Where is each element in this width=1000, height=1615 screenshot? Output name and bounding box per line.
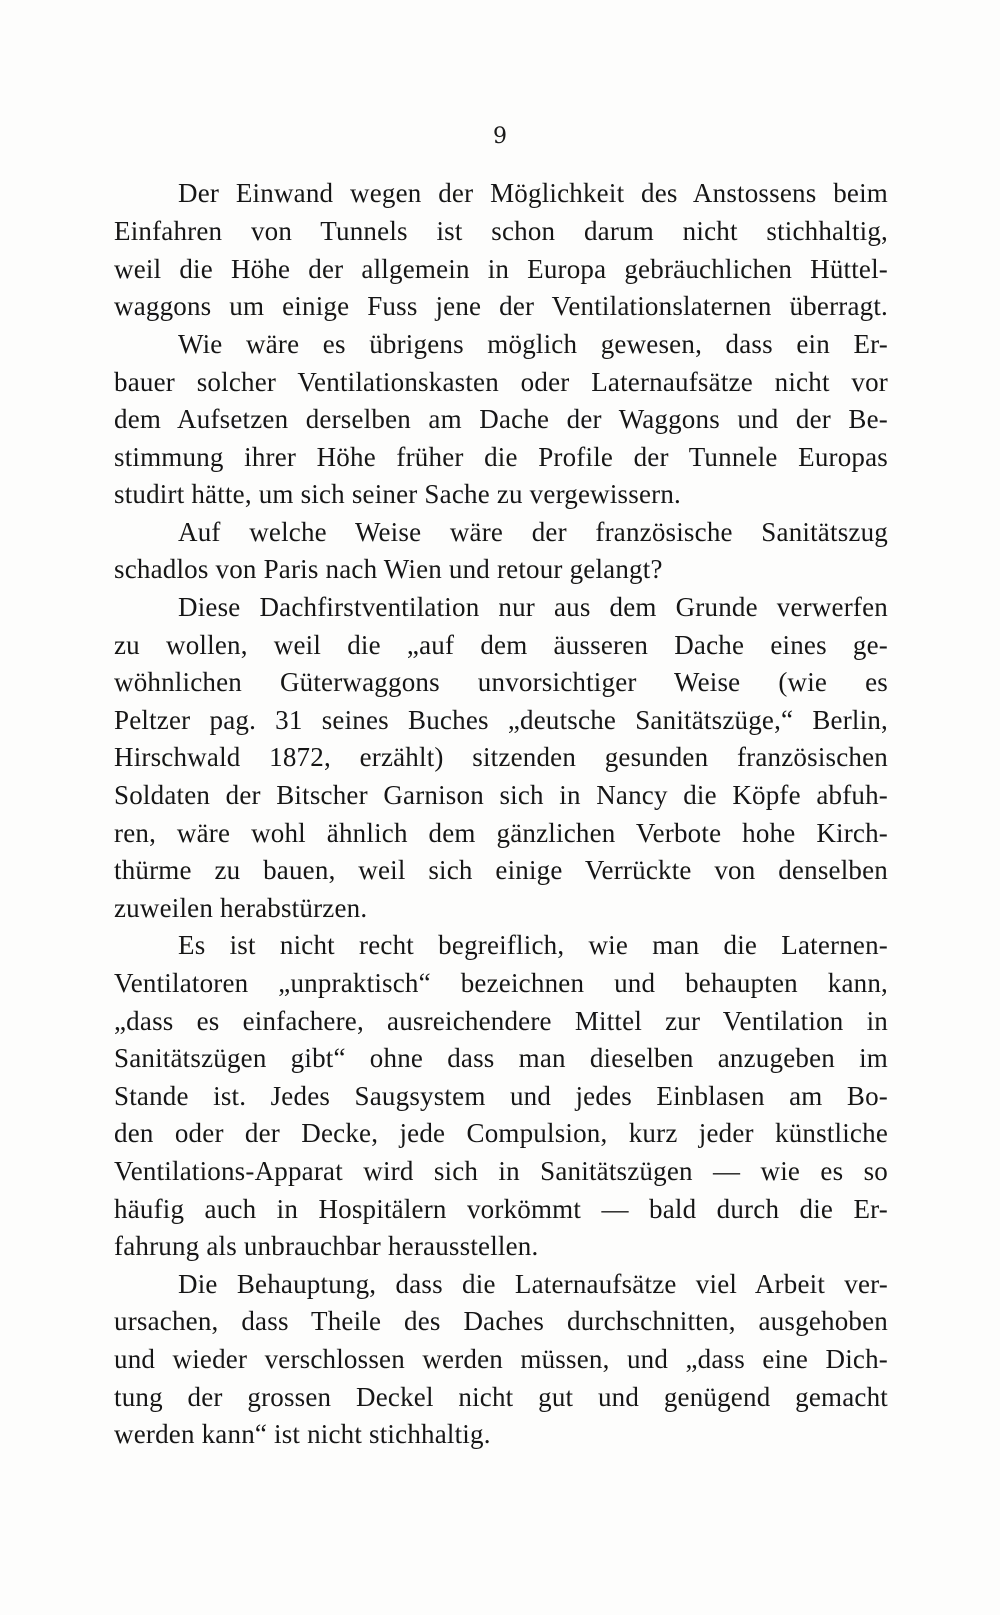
text-line: Hirschwald 1872, erzählt) sitzenden gesunden französischen: [114, 742, 888, 772]
text-line: und wieder verschlossen werden müssen, und „dass eine Dich-: [114, 1344, 888, 1374]
text-line: Auf welche Weise wäre der französische Sanitätszug: [178, 517, 888, 547]
text-line: tung der grossen Deckel nicht gut und genügend gemacht: [114, 1382, 888, 1412]
text-line: Wie wäre es übrigens möglich gewesen, dass ein Er-: [178, 329, 888, 359]
text-line: schadlos von Paris nach Wien und retour gelangt?: [114, 554, 663, 584]
text-line: Einfahren von Tunnels ist schon darum nicht stichhaltig,: [114, 216, 888, 246]
text-line: „dass es einfachere, ausreichendere Mittel zur Ventilation in: [114, 1006, 888, 1036]
text-line: Stande ist. Jedes Saugsystem und jedes Einblasen am Bo-: [114, 1081, 888, 1111]
text-line: den oder der Decke, jede Compulsion, kurz jeder künstliche: [114, 1118, 888, 1148]
text-line: Peltzer pag. 31 seines Buches „deutsche Sanitätszüge,“ Berlin,: [114, 705, 888, 735]
text-line: Diese Dachfirstventilation nur aus dem Grunde verwerfen: [178, 592, 888, 622]
text-line: fahrung als unbrauchbar herausstellen.: [114, 1231, 539, 1261]
text-line: zuweilen herabstürzen.: [114, 893, 368, 923]
text-line: Sanitätszügen gibt“ ohne dass man dieselben anzugeben im: [114, 1043, 888, 1073]
text-line: Ventilatoren „unpraktisch“ bezeichnen und behaupten kann,: [114, 968, 888, 998]
text-line: Der Einwand wegen der Möglichkeit des Anstossens beim: [178, 178, 888, 208]
text-line: studirt hätte, um sich seiner Sache zu vergewissern.: [114, 479, 681, 509]
text-line: ren, wäre wohl ähnlich dem gänzlichen Verbote hohe Kirch-: [114, 818, 888, 848]
text-line: Ventilations-Apparat wird sich in Sanitätszügen — wie es so: [114, 1156, 888, 1186]
text-line: wöhnlichen Güterwaggons unvorsichtiger Weise (wie es: [114, 667, 888, 697]
text-line: Soldaten der Bitscher Garnison sich in Nancy die Köpfe abfuh-: [114, 780, 888, 810]
text-line: dem Aufsetzen derselben am Dache der Waggons und der Be-: [114, 404, 888, 434]
text-line: ursachen, dass Theile des Daches durchschnitten, ausgehoben: [114, 1306, 888, 1336]
page-number: 9: [493, 124, 507, 149]
text-line: Es ist nicht recht begreiflich, wie man die Laternen-: [178, 930, 888, 960]
text-line: weil die Höhe der allgemein in Europa gebräuchlichen Hüttel-: [114, 254, 888, 284]
text-line: zu wollen, weil die „auf dem äusseren Dache eines ge-: [114, 630, 888, 660]
text-line: Die Behauptung, dass die Laternaufsätze viel Arbeit ver-: [178, 1269, 888, 1299]
text-line: bauer solcher Ventilationskasten oder Laternaufsätze nicht vor: [114, 367, 888, 397]
text-line: waggons um einige Fuss jene der Ventilationslaternen überragt.: [114, 291, 888, 321]
text-line: häufig auch in Hospitälern vorkömmt — bald durch die Er-: [114, 1194, 888, 1224]
text-line: werden kann“ ist nicht stichhaltig.: [114, 1419, 491, 1449]
text-line: stimmung ihrer Höhe früher die Profile der Tunnele Europas: [114, 442, 888, 472]
text-line: thürme zu bauen, weil sich einige Verrückte von denselben: [114, 855, 888, 885]
